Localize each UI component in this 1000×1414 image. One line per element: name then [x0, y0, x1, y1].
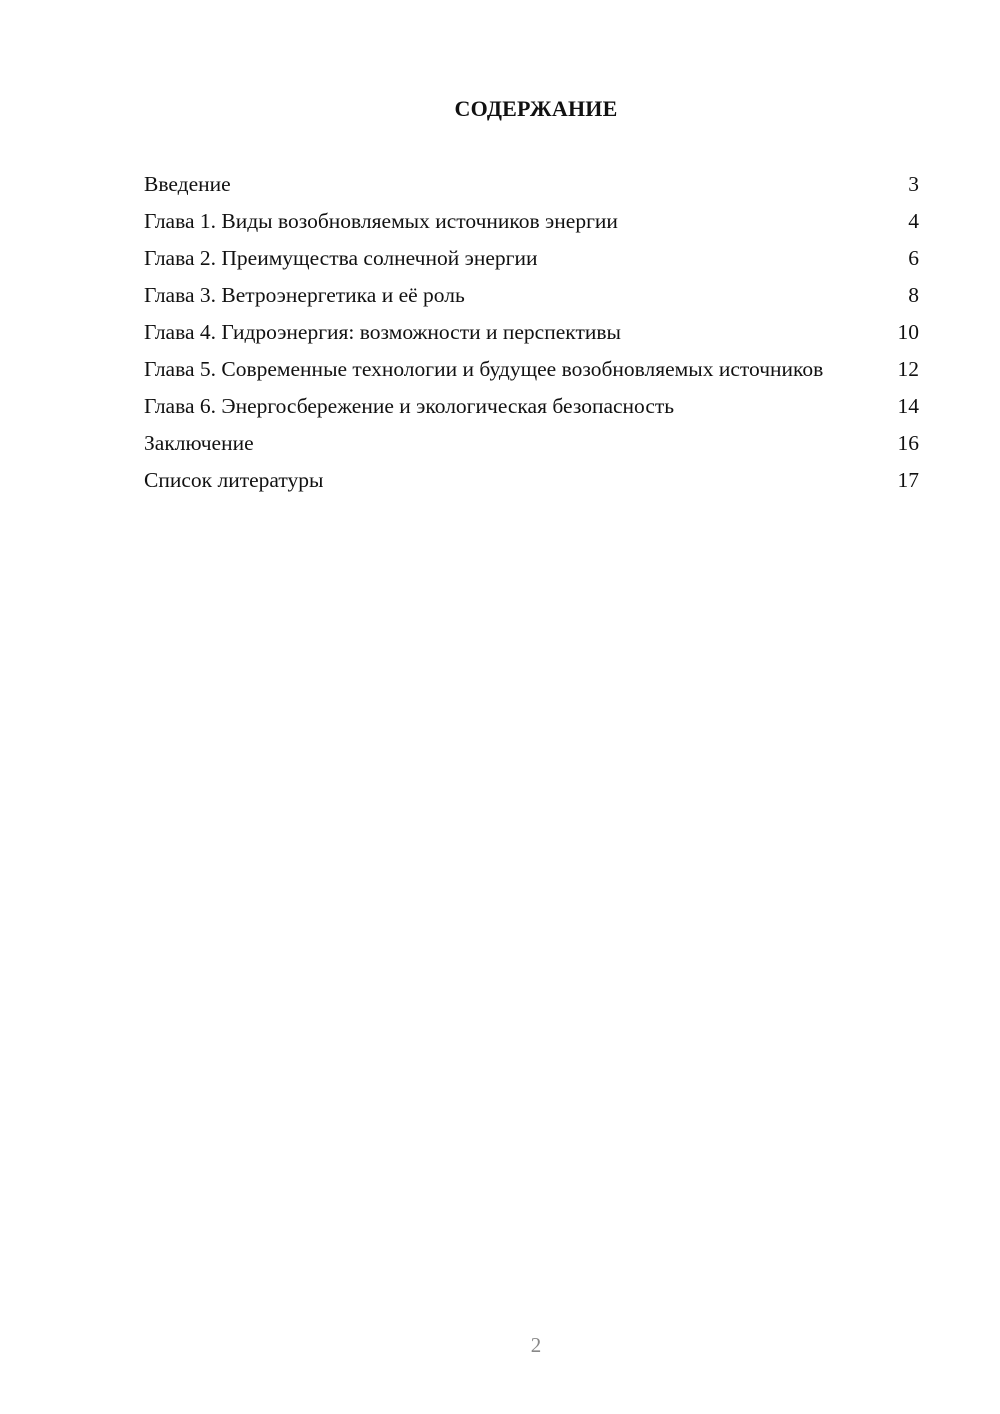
table-of-contents [144, 170, 919, 503]
toc-entry-page: 10 [897, 320, 919, 344]
toc-entry-label: Глава 6. Энергосбережение и экологическая безопасность [144, 394, 675, 418]
toc-entry [144, 355, 919, 383]
toc-entry-label: Глава 3. Ветроэнергетика и её роль [144, 283, 465, 307]
toc-entry-label: Глава 1. Виды возобновляемых источников энергии [144, 209, 618, 233]
toc-entry [144, 170, 919, 198]
toc-entry [144, 392, 919, 420]
toc-entry-label: Глава 4. Гидроэнергия: возможности и перспективы [144, 320, 621, 344]
toc-entry-label: Глава 5. Современные технологии и будущее возобновляемых источников [144, 357, 824, 381]
toc-entry [144, 429, 919, 457]
toc-entry-page: 16 [897, 431, 919, 455]
toc-entry-label: Заключение [144, 431, 254, 455]
toc-entry-page: 8 [908, 283, 919, 307]
toc-entry [144, 207, 919, 235]
toc-entry-page: 17 [897, 468, 919, 492]
toc-entry-page: 6 [908, 246, 919, 270]
toc-entry-page: 4 [908, 209, 919, 233]
toc-entry [144, 318, 919, 346]
toc-entry [144, 281, 919, 309]
toc-entry-page: 14 [897, 394, 919, 418]
toc-entry-label: Список литературы [144, 468, 324, 492]
toc-entry [144, 466, 919, 494]
page-title: СОДЕРЖАНИЕ [454, 96, 618, 121]
toc-entry-page: 12 [897, 357, 919, 381]
toc-entry [144, 244, 919, 272]
toc-entry-label: Введение [144, 172, 231, 196]
toc-entry-label: Глава 2. Преимущества солнечной энергии [144, 246, 538, 270]
toc-entry-page: 3 [908, 172, 919, 196]
page-number: 2 [530, 1333, 542, 1357]
